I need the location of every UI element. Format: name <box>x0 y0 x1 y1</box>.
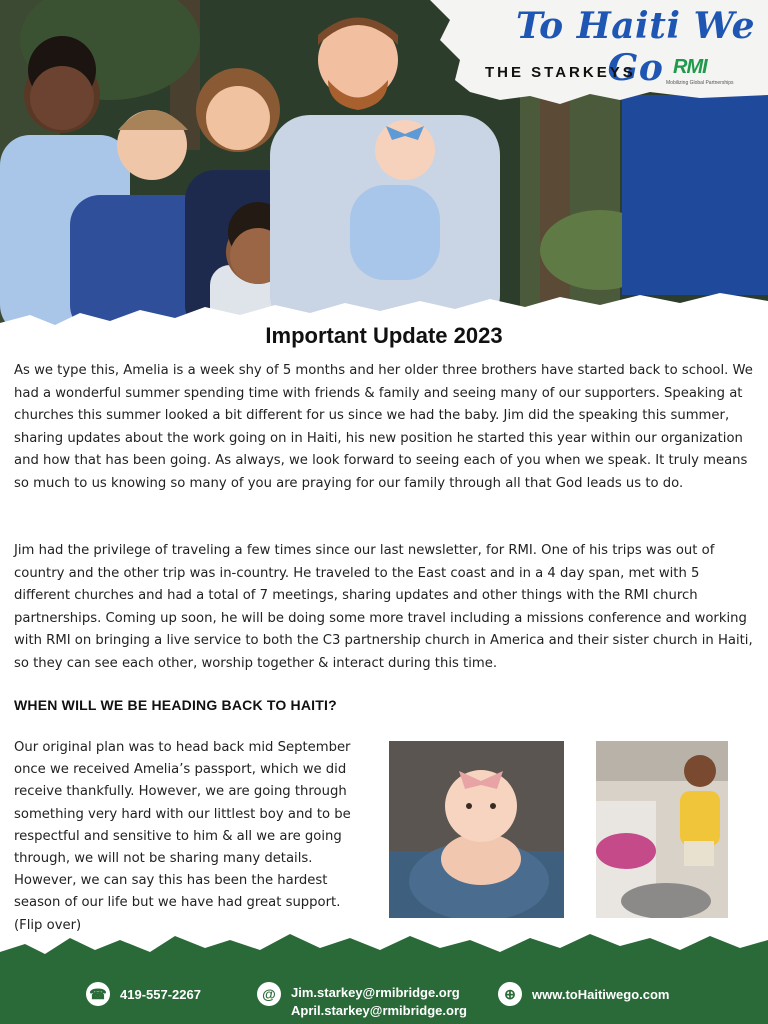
blue-accent-panel <box>622 95 768 295</box>
newsletter-title: To Haiti We Go <box>516 5 755 89</box>
paragraph-summer-update: As we type this, Amelia is a week shy of 5 months and her older three brothers have started back to school. We had a wonderful summer spending time with friends & family and seeing many of our supporters. Speaking at churches this summer looked a bit different for us since we had the baby. Jim did the speaking this summer, sharing updates about the work going on in Haiti, his new position he started this year within our organization and how that has been going. As always, we look forward to seeing each of you when we speak. It truly means so much to us knowing so many of you are praying for our family through all that God leads us to do. <box>14 363 753 491</box>
at-sign-icon: @ <box>257 982 281 1006</box>
update-heading: Important Update 2023 <box>265 323 503 348</box>
rmi-logo-tagline: Mobilizing Global Partnerships <box>666 80 734 86</box>
email-contact[interactable] <box>257 982 467 1020</box>
family-name: THE STARKEYS <box>485 64 636 81</box>
website-contact[interactable] <box>498 982 669 1006</box>
website-link[interactable]: www.toHaitiwego.com <box>532 986 670 1002</box>
paragraph-return-plans: Our original plan was to head back mid September once we received Amelia’s passport, which we did receive thankfully. However, we are going through something very hard with our littlest boy and to be respectful and sensitive to him & all we are going through, we will not be sharing many details. However, we can say this has been the hardest season of our life but we have had great support. (Flip over) <box>14 740 351 933</box>
globe-icon: ⊕ <box>498 982 522 1006</box>
phone-number[interactable]: 419-557-2267 <box>120 986 201 1002</box>
paragraph-travel-update: Jim had the privilege of traveling a few times since our last newsletter, for RMI. One of his trips was out of country and the other trip was in-country. He traveled to the East coast and in a 4 day span, met with 5 different churches and had a total of 7 meetings, sharing updates and other things with the RMI church partnerships. Coming up soon, he will be doing some more travel including a missions conference and working with RMI on bringing a live service to both the C3 partnership church in America and their sister church in Haiti, so they can see each other, worship together & interact during this time. <box>14 543 753 671</box>
phone-icon: ☎ <box>86 982 110 1006</box>
rmi-logo: RMI <box>673 56 707 78</box>
email-april[interactable]: April.starkey@rmibridge.org <box>291 1003 467 1018</box>
email-jim[interactable]: Jim.starkey@rmibridge.org <box>291 985 460 1000</box>
toddler-photo <box>596 741 728 918</box>
baby-photo <box>389 741 564 918</box>
section-heading: WHEN WILL WE BE HEADING BACK TO HAITI? <box>14 697 337 713</box>
phone-contact[interactable] <box>86 982 201 1006</box>
